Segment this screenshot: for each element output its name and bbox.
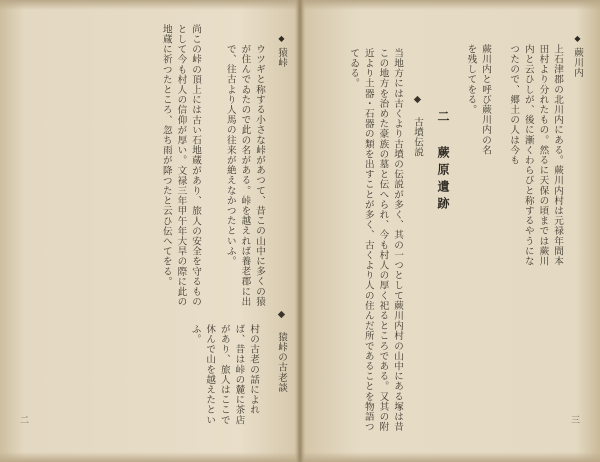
left-heading (274, 34, 288, 68)
right-sub-heading: ◆ 古墳伝説 (412, 94, 423, 158)
left-sub-heading: ◆ 猿峠の古老談 (276, 309, 287, 393)
right-heading-text: 蕨川内 (572, 47, 583, 78)
left-page (16, 24, 288, 434)
right-page (312, 24, 584, 434)
left-paragraph-1: ウツギと称する小さな峠があつて、昔この山中に多くの猿が住んでゐたので此の名がある。峠を越えれば養老郡に出で、往古より人馬の往来が絶えなかつたといふ。 (224, 44, 265, 307)
heading-marker-icon: ◆ (573, 34, 582, 44)
heading-marker-icon: ◆ (277, 34, 286, 44)
section-title: 二 蕨原遺跡 (436, 110, 450, 214)
right-page-number: 三 (570, 416, 580, 426)
right-paragraph-1: 上石津郡の北川内にある。蕨川内村は元禄年間本田村より分れたもの。然るに天保の頃までは蕨川内と云ひしが、後に漸くわらびと称するやうになつたので、郷土の人は今も (508, 44, 563, 267)
right-section-body: 当地方には古くより古墳の伝説が多く、其の一つとして蕨川内村の山中にある塚は昔この地方を治めた豪族の墓と伝へられ、今も村人の厚く祀るところである。又其の附近より土器・石器の類を出すことが多く、古くより人の住んだ所であることを物語つてゐる。 (348, 48, 403, 432)
left-heading-text: 猿峠 (276, 47, 287, 68)
right-heading (570, 34, 584, 78)
left-page-number: 二 (20, 416, 30, 426)
book-gutter (296, 0, 304, 462)
left-section-body: 村の古老の話によれば、昔は峠の麓に茶店があり、旅人はここで休んで山を越えたといふ。 (189, 324, 259, 425)
left-paragraph-2: 尚この峠の頂上には古い石地蔵があり、旅人の安全を守るものとして今も村人の信仰が厚い。文禄三年甲午年大旱の際に此の地蔵に祈つたところ、忽ち雨が降つたと云ひ伝へてをる。 (160, 24, 201, 307)
right-paragraph-2: 蕨川内と呼び蕨川内の名を残してをる。 (465, 44, 491, 156)
